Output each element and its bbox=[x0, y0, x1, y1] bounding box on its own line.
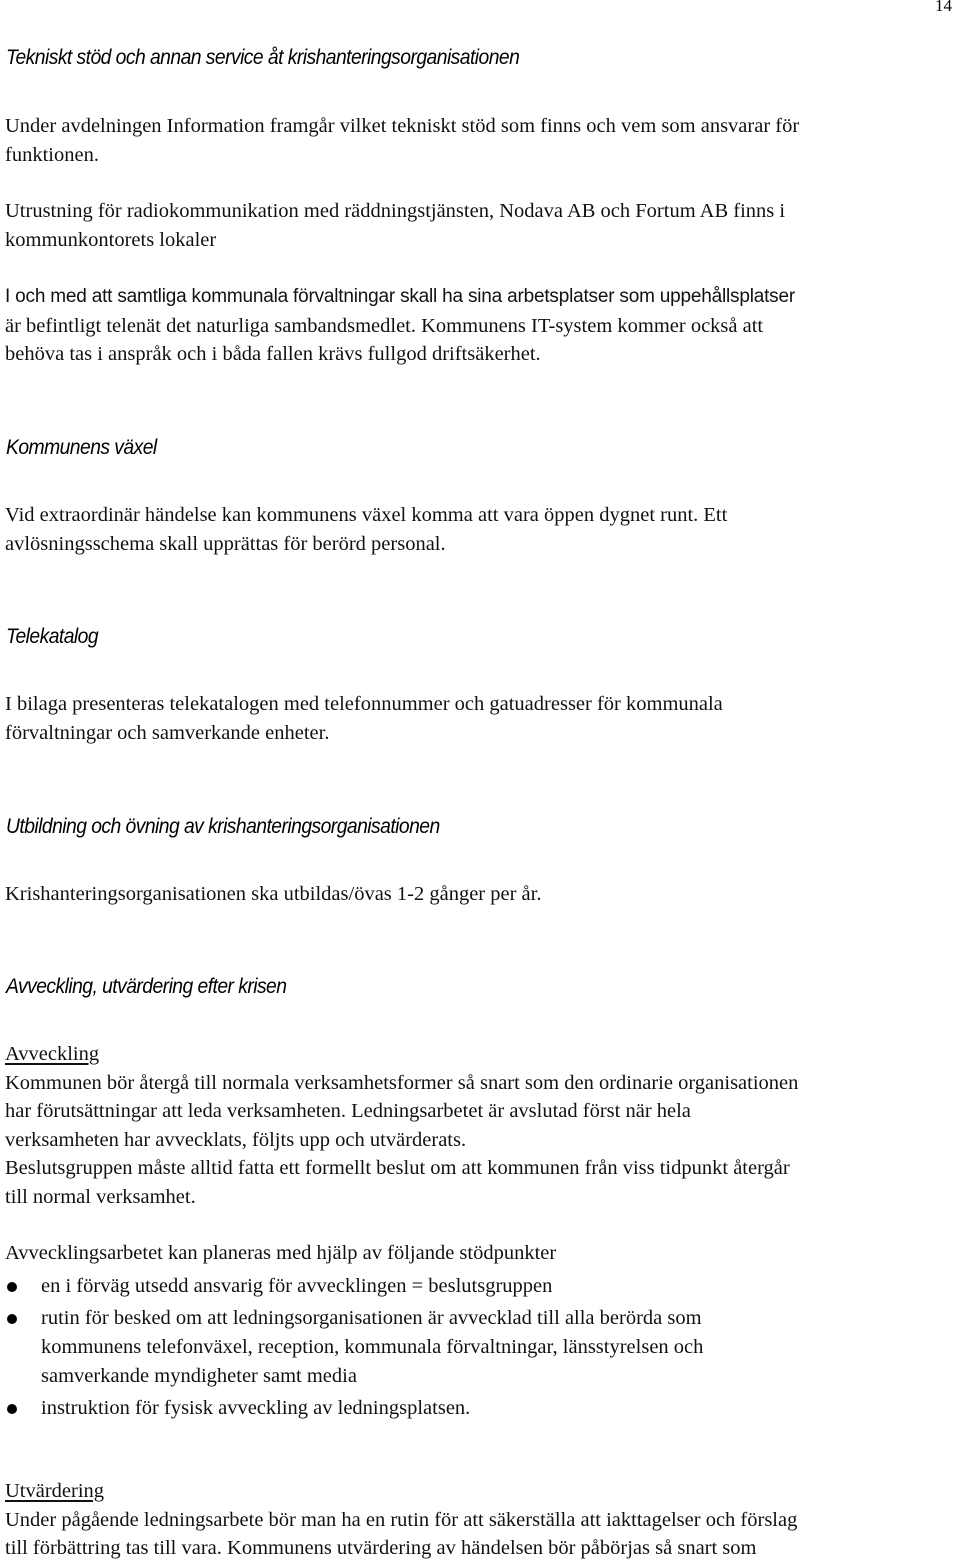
paragraph-vaxel bbox=[5, 501, 955, 558]
text-line: har förutsättningar att leda verksamheten. Ledningsarbetet är avslutad först när hela bbox=[5, 1100, 691, 1122]
text-line: Avvecklingsarbetet kan planeras med hjälp av följande stödpunkter bbox=[5, 1242, 557, 1264]
text-line: instruktion för fysisk avveckling av ledningsplatsen. bbox=[41, 1397, 471, 1419]
bullet-icon bbox=[7, 1282, 17, 1292]
heading-kommunens-vaxel: Kommunens växel bbox=[6, 436, 157, 459]
text-line: behöva tas i anspråk och i båda fallen krävs fullgod driftsäkerhet. bbox=[5, 343, 541, 365]
heading-telekatalog: Telekatalog bbox=[6, 625, 99, 648]
paragraph-information bbox=[5, 112, 955, 169]
heading-utbildning: Utbildning och övning av krishanteringsorganisationen bbox=[6, 815, 440, 838]
paragraph-utvardering bbox=[5, 1477, 955, 1563]
text-line: Utrustning för radiokommunikation med räddningstjänsten, Nodava AB och Fortum AB finns i bbox=[5, 200, 786, 222]
page-number: 14 bbox=[935, 0, 952, 15]
text-line: rutin för besked om att ledningsorganisationen är avvecklad till alla berörda som bbox=[41, 1307, 702, 1329]
text-line: I bilaga presenteras telekatalogen med telefonnummer och gatuadresser för kommunala bbox=[5, 693, 723, 715]
paragraph-stodpunkter bbox=[5, 1239, 955, 1268]
text-line: samverkande myndigheter samt media bbox=[41, 1365, 357, 1387]
text-line: Beslutsgruppen måste alltid fatta ett formellt beslut om att kommunen från viss tidpunkt återgår bbox=[5, 1157, 790, 1179]
subheading-utvardering: Utvärdering bbox=[5, 1480, 105, 1502]
paragraph-telekatalog bbox=[5, 690, 955, 747]
paragraph-avveckling bbox=[5, 1040, 955, 1211]
bullet-list-stodpunkter bbox=[0, 1272, 950, 1423]
text-line: I och med att samtliga kommunala förvaltningar skall ha sina arbetsplatser som uppehållsplatser bbox=[5, 286, 795, 307]
list-item bbox=[0, 1304, 950, 1391]
text-line: förvaltningar och samverkande enheter. bbox=[5, 721, 330, 744]
text-line: verksamheten har avvecklats, följts upp och utvärderats. bbox=[5, 1128, 467, 1151]
list-item bbox=[0, 1394, 950, 1423]
text-line: Vid extraordinär händelse kan kommunens växel komma att vara öppen dygnet runt. Ett bbox=[5, 504, 728, 526]
text-line: funktionen. bbox=[5, 143, 99, 166]
paragraph-telenat bbox=[5, 283, 955, 369]
list-item bbox=[0, 1272, 950, 1301]
text-line: Krishanteringsorganisationen ska utbildas/övas 1-2 gånger per år. bbox=[5, 883, 542, 905]
text-line: avlösningsschema skall upprättas för berörd personal. bbox=[5, 532, 446, 555]
bullet-icon bbox=[7, 1314, 17, 1324]
bullet-icon bbox=[7, 1404, 17, 1414]
text-line: en i förväg utsedd ansvarig för avvecklingen = beslutsgruppen bbox=[41, 1275, 553, 1297]
heading-avveckling-utvardering: Avveckling, utvärdering efter krisen bbox=[6, 975, 287, 998]
text-line: Under avdelningen Information framgår vilket tekniskt stöd som finns och vem som ansvarar för bbox=[5, 115, 800, 137]
text-line: kommunens telefonväxel, reception, kommunala förvaltningar, länsstyrelsen och bbox=[41, 1336, 704, 1358]
subheading-avveckling: Avveckling bbox=[5, 1043, 100, 1065]
text-line: är befintligt telenät det naturliga sambandsmedlet. Kommunens IT-system kommer också att bbox=[5, 314, 764, 337]
text-line: kommunkontorets lokaler bbox=[5, 228, 217, 251]
text-line: till förbättring tas till vara. Kommunens utvärdering av händelsen bör påbörjas så snart som bbox=[5, 1537, 757, 1559]
paragraph-radiokommunikation bbox=[5, 197, 955, 254]
heading-tekniskt-stod: Tekniskt stöd och annan service åt krishanteringsorganisationen bbox=[6, 46, 520, 69]
text-line: till normal verksamhet. bbox=[5, 1185, 196, 1208]
text-line: Kommunen bör återgå till normala verksamhetsformer så snart som den ordinarie organisationen bbox=[5, 1071, 799, 1094]
text-line: Under pågående ledningsarbete bör man ha en rutin för att säkerställa att iakttagelser och förslag bbox=[5, 1508, 798, 1531]
paragraph-utbildning bbox=[5, 880, 955, 909]
